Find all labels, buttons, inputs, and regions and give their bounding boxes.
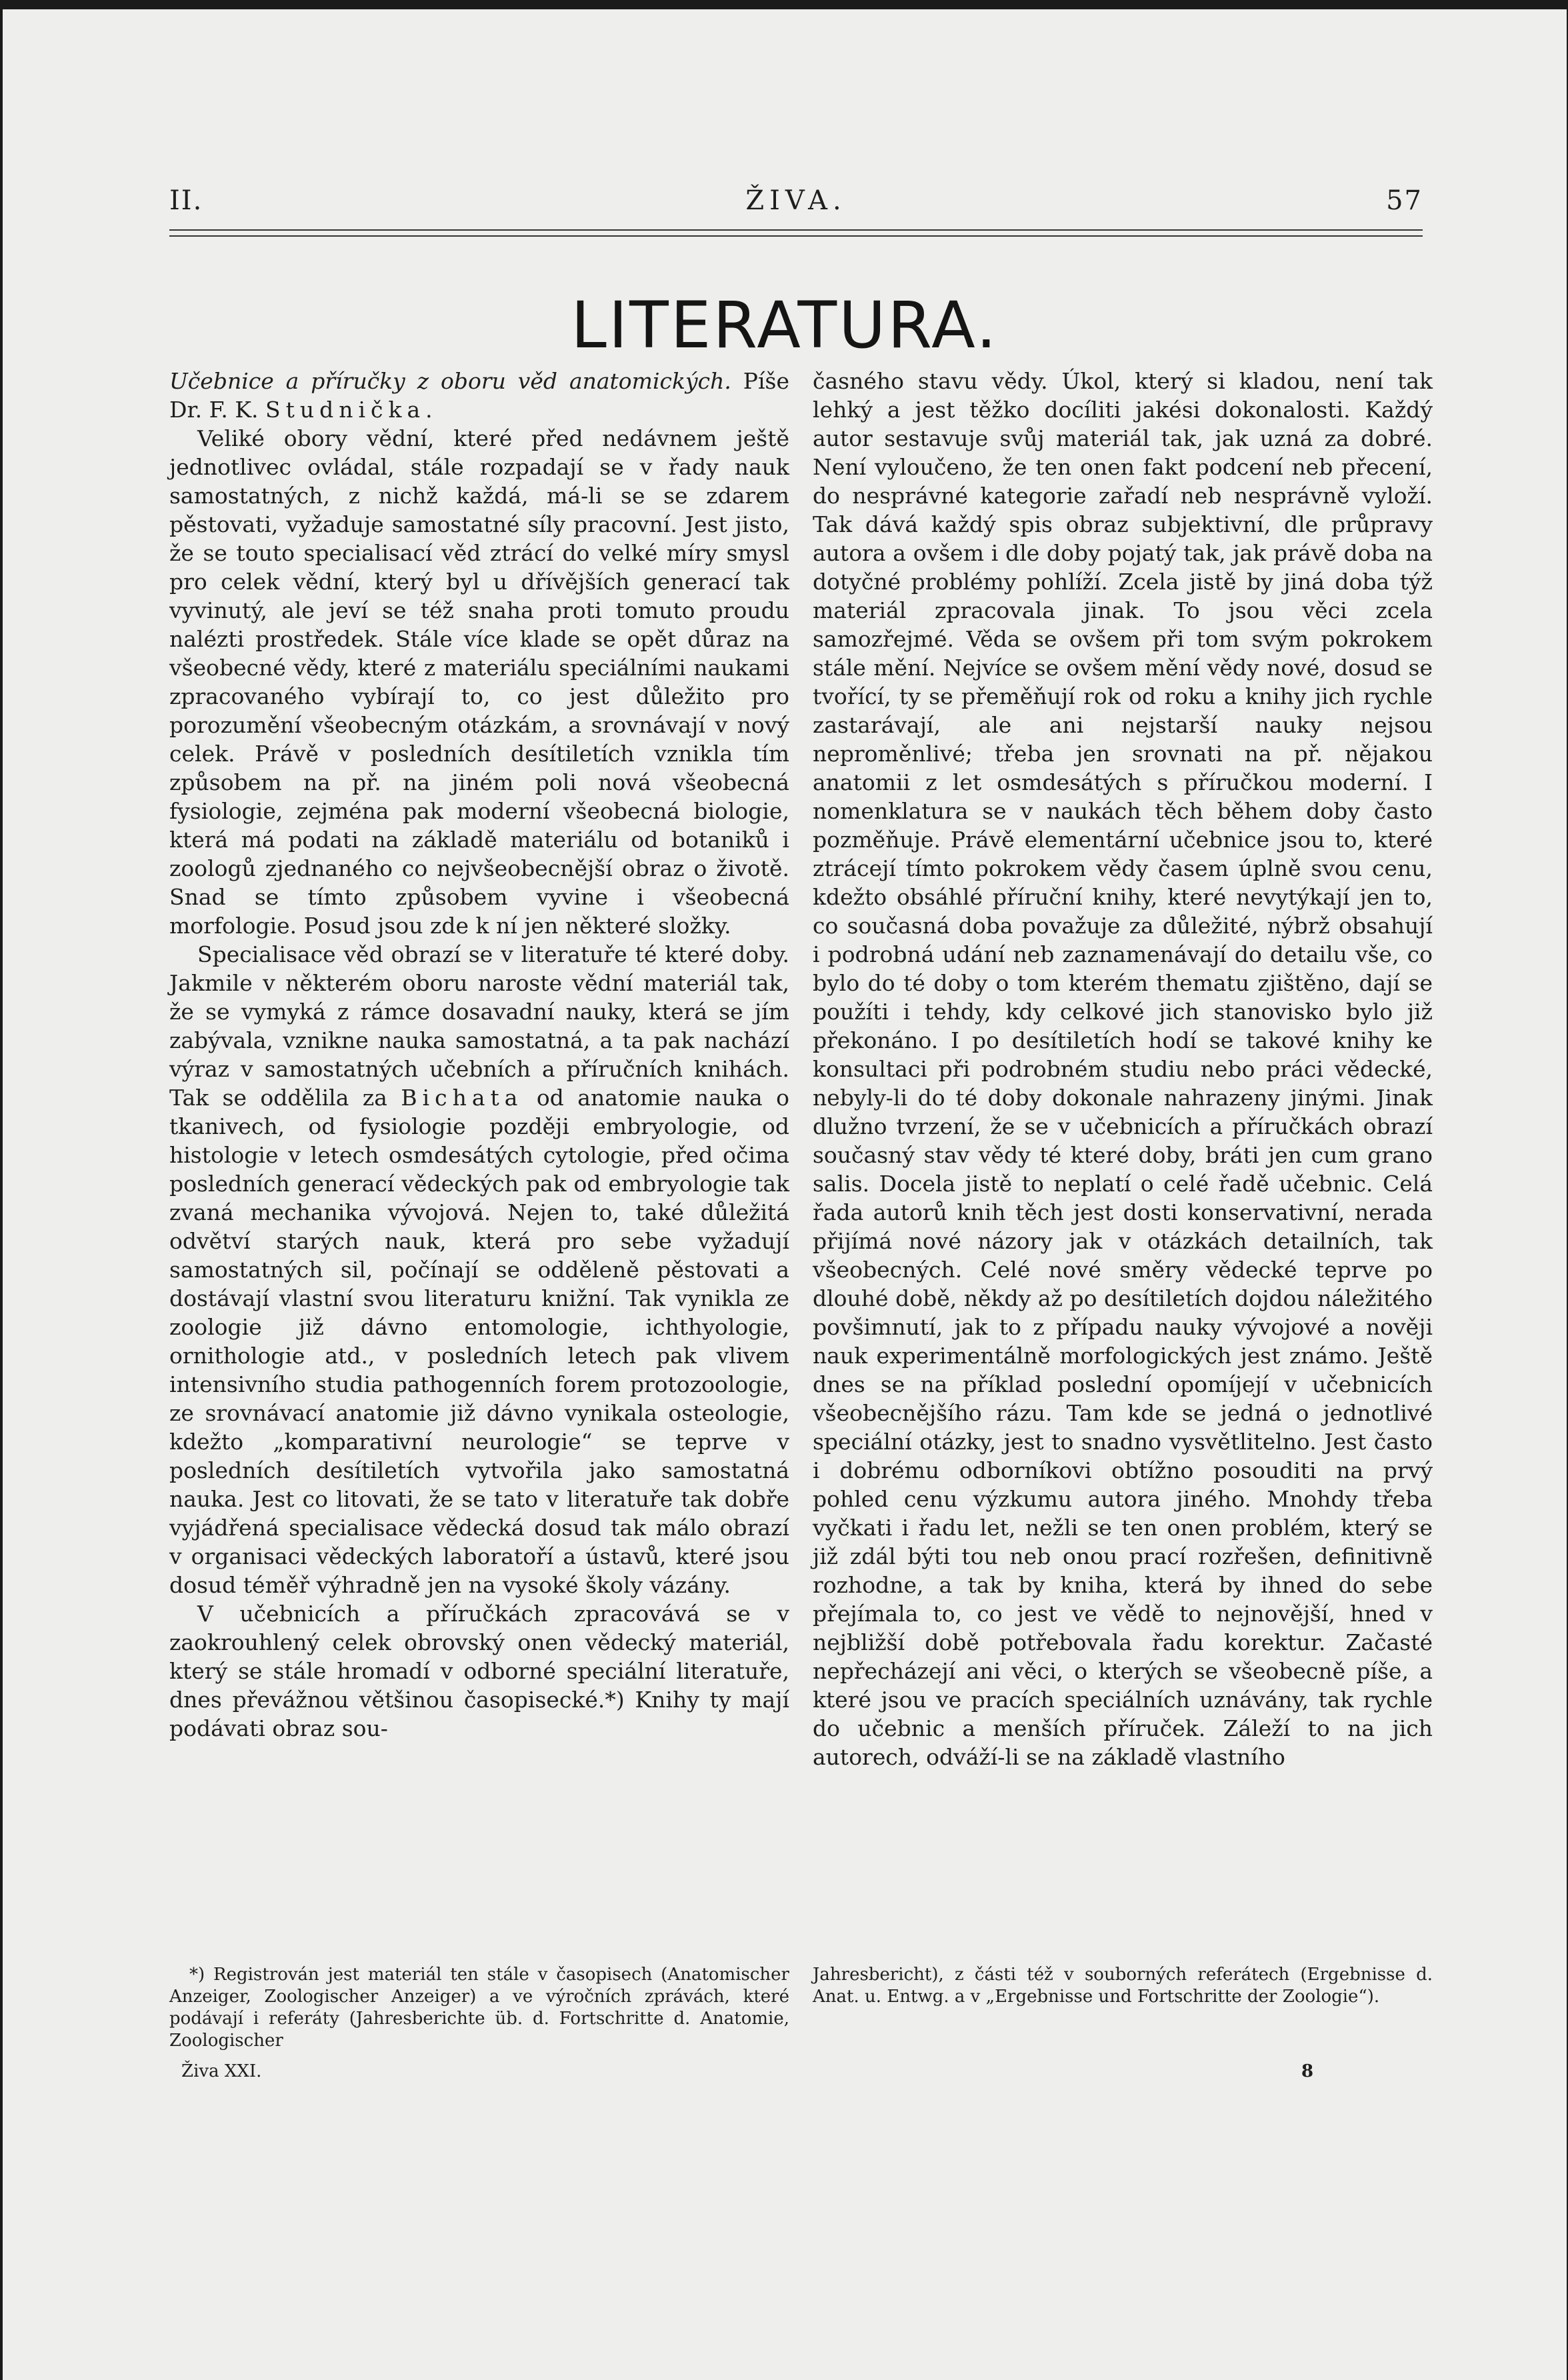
section-title: LITERATURA. xyxy=(571,288,999,363)
footnote-left xyxy=(169,1964,789,2052)
paragraph xyxy=(169,940,789,1599)
footnote-text: Jahresbericht), z části též v souborných referátech (Ergebnisse d. Anat. u. Entwg. a v „Ergebnisse und Fortschritte der Zoologie“). xyxy=(813,1965,1433,2007)
paragraph-text: Specialisace věd obrazí se v literatuře té které doby. Jakmile v některém oboru naroste vědní materiál tak, že se vymyká z rámce dosavadní nauky, která se jím zabývala, vznikne nauka samostatná, a ta pak nachází výraz v samostatných učebních a příručních knihách. Tak se oddělila za xyxy=(169,941,789,1111)
footnote-right xyxy=(813,1964,1433,2008)
book-title: Učebnice a příručky z oboru věd anatomických. xyxy=(169,368,731,394)
review-heading xyxy=(169,367,789,424)
left-column xyxy=(169,367,789,1743)
right-column xyxy=(813,367,1433,1771)
author-prefix: Píše Dr. F. K. xyxy=(169,368,789,423)
journal-name: ŽIVA. xyxy=(745,185,847,216)
sheet-signature: 8 xyxy=(1301,2061,1314,2081)
header-rule xyxy=(169,229,1423,237)
page xyxy=(3,9,1567,2380)
author-name: Studnička. xyxy=(265,397,438,423)
paragraph-text: od anatomie nauka o tkanivech, od fysiologie později embryologie, od histologie v letech osmdesátých cytologie, před očima posledních generací vědeckých pak od embryologie tak zvaná mechanika vývojová. Nejen to, také důležitá odvětví starých nauk, která pro sebe vyžadují samostatných sil, počínají se odděleně pěstovati a dostávají vlastní svou literaturu knižní. Tak vynikla ze zoologie již dávno entomologie, ichthyologie, ornithologie atd., v posledních letech pak vlivem intensivního studia pathogenních forem protozoologie, ze srovnávací anatomie již dávno vynikala osteologie, kdežto „komparativní neurologie“ se teprve v posledních desítiletích vytvořila jako samostatná nauka. Jest co litovati, že se tato v literatuře tak dobře vyjádřená specialisace vědecká dosud tak málo obrazí v organisaci vědeckých laboratoří a ústavů, které jsou dosud téměř výhradně jen na vysoké školy vázány. xyxy=(169,1085,789,1598)
paragraph: Veliké obory vědní, které před nedávnem ještě jednotlivec ovládal, stále rozpadají se v řady nauk samostatných, z nichž každá, má-li se se zdarem pěstovati, vyžaduje samostatné síly pracovní. Jest jisto, že se touto specialisací věd ztrácí do velké míry smysl pro celek vědní, který byl u dřívějších generací tak vyvinutý, ale jeví se též snaha proti tomuto proudu nalézti prostředek. Stále více klade se opět důraz na všeobecné vědy, které z materiálu speciálními naukami zpracovaného vybírají to, co jest důležito pro porozumění všeobecným otázkám, a srovnávají v nový celek. Právě v posledních desítiletích vznikla tím způsobem na př. na jiném poli nová všeobecná fysiologie, zejména pak moderní všeobecná biologie, která má podati na základě materiálu od botaniků i zoologů zjednaného co nejvšeobecnější obraz o životě. Snad se tímto způsobem vyvine i všeobecná morfologie. Posud jsou zde k ní jen některé složky. xyxy=(169,425,789,939)
person-name: Bichata xyxy=(401,1085,523,1111)
journal-signature: Živa XXI. xyxy=(181,2061,262,2081)
paragraph: V učebnicích a příručkách zpracovává se v zaokrouhlený celek obrovský onen vědecký materiál, který se stále hromadí v odborné speciální literatuře, dnes převážnou většinou časopisecké.*) Knihy ty mají podávati obraz sou- xyxy=(169,1601,789,1741)
running-header xyxy=(169,185,1423,232)
paragraph: časného stavu vědy. Úkol, který si kladou, není tak lehký a jest těžko docíliti jakési dokonalosti. Každý autor sestavuje svůj materiál tak, jak uzná za dobré. Není vyloučeno, že ten onen fakt podcení neb přecení, do nesprávné kategorie zařadí neb nesprávně vyloží. Tak dává každý spis obraz subjektivní, dle průpravy autora a ovšem i dle doby pojatý tak, jak právě doba na dotyčné problémy pohlíží. Zcela jistě by jiná doba týž materiál zpracovala jinak. To jsou věci zcela samozřejmé. Věda se ovšem při tom svým pokrokem stále mění. Nejvíce se ovšem mění vědy nové, dosud se tvořící, ty se přeměňují rok od roku a knihy jich rychle zastarávají, ale ani nejstarší nauky nejsou neproměnlivé; třeba jen srovnati na př. nějakou anatomii z let osmdesátých s příručkou moderní. I nomenklatura se v naukách těch během doby často pozměňuje. Právě elementární učebnice jsou to, které ztrácejí tímto pokrokem vědy časem úplně svou cenu, kdežto obsáhlé příruční knihy, které nevytýkají jen to, co současná doba považuje za důležité, nýbrž obsahují i podrobná udání neb zaznamenávají do detailu vše, co bylo do té doby o tom kterém thematu zjištěno, dají se použíti i tehdy, kdy celkové jich stanovisko bylo již překonáno. I po desítiletích hodí se takové knihy ke konsultaci při podrobném studiu nebo práci vědecké, nebyly-li do té doby dokonale nahrazeny jinými. Jinak dlužno tvrzení, že se v učebnicích a příručkách obrazí současný stav vědy té které doby, bráti jen cum grano salis. Docela jistě to neplatí o celé řadě učebnic. Celá řada autorů knih těch jest dosti konservativní, nerada přijímá nové názory jak v otázkách detailních, tak všeobecných. Celé nové směry vědecké teprve po dlouhé době, někdy až po desítiletích dojdou náležitého povšimnutí, jak to z případu nauky vývojové a nověji nauk experimentálně morfologických jest známo. Ještě dnes se na příklad poslední opomíjejí v učebnicích všeobecnějšího rázu. Tam kde se jedná o jednotlivé speciální otázky, jest to snadno vysvětlitelno. Jest často i dobrému odborníkovi obtížno posouditi na prvý pohled cenu výzkumu autora jiného. Mnohdy třeba vyčkati i řadu let, nežli se ten onen problém, který se již zdál býti tou neb onou prací rozřešen, definitivně rozhodne, a tak by kniha, která by ihned do sebe přejímala to, co jest ve vědě to nejnovější, hned v nejbližší době potřebovala řadu korektur. Začasté nepřecházejí ani věci, o kterých se všeobecně píše, a které jsou ve pracích speciálních uznávány, tak rychle do učebnic a menších příruček. Záleží to na jich autorech, odváží-li se na základě vlastního xyxy=(813,368,1433,1770)
footnote-text: *) Registrován jest materiál ten stále v časopisech (Anatomischer Anzeiger, Zoologischer Anzeiger) a ve výročních zprávách, které podávají i referáty (Jahresberichte üb. d. Fortschritte d. Anatomie, Zoologischer xyxy=(169,1965,789,2051)
page-number: 57 xyxy=(1386,185,1423,216)
volume-number: II. xyxy=(169,185,203,216)
